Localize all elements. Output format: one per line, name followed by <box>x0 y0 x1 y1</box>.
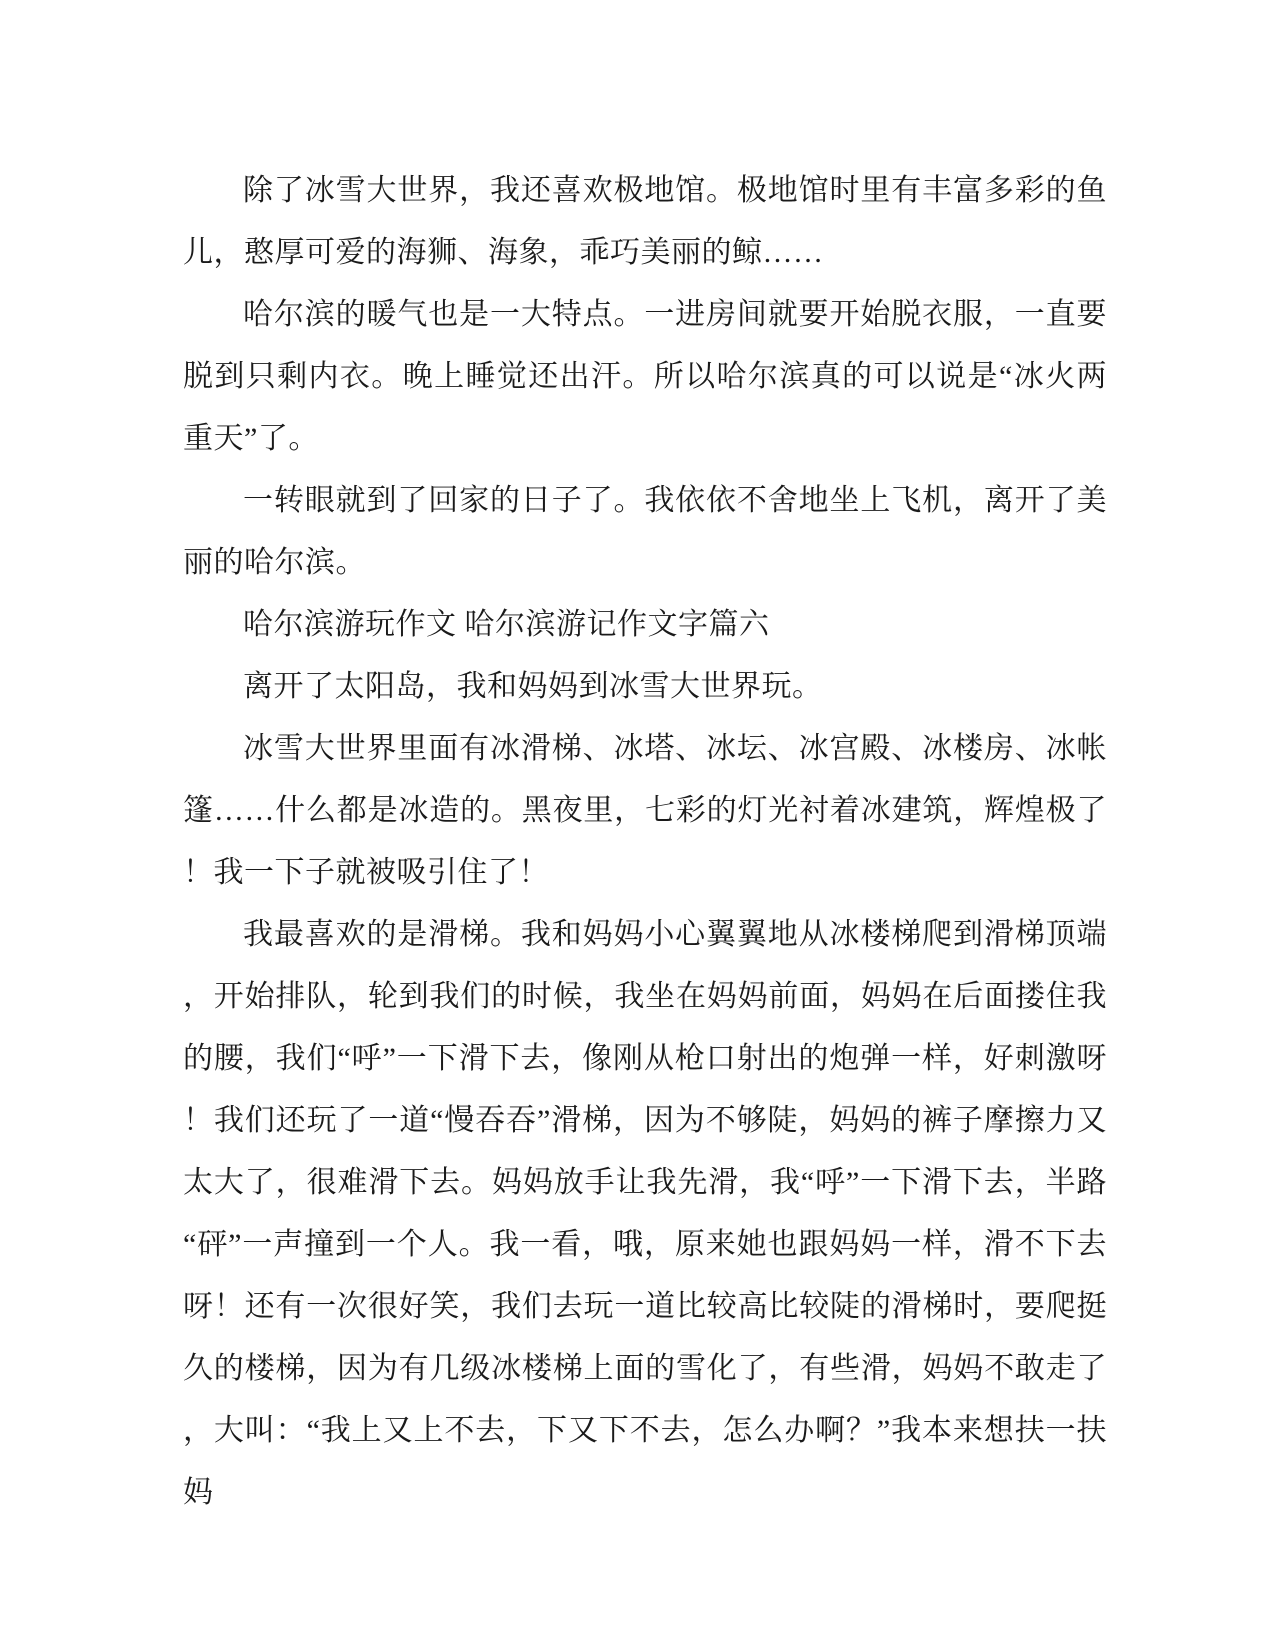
section-heading-essay-six: 哈尔滨游玩作文 哈尔滨游记作文字篇六 <box>243 608 770 641</box>
paragraph-leaving-sun-island: 离开了太阳岛，我和妈妈到冰雪大世界玩。 <box>243 670 823 703</box>
paragraph-ice-slide-story: 我最喜欢的是滑梯。我和妈妈小心翼翼地从冰楼梯爬到滑梯顶端，开始排队，轮到我们的时候，我坐在妈妈前面，妈妈在后面搂住我的腰，我们“呼”一下滑下去，像刚从枪口射出的炮弹一样，好刺激呀！我们还玩了一道“慢吞吞”滑梯，因为不够陡，妈妈的裤子摩擦力又太大了，很难滑下去。妈妈放手让我先滑，我“呼”一下滑下去，半路“砰”一声撞到一个人。我一看，哦，原来她也跟妈妈一样，滑不下去呀！还有一次很好笑，我们去玩一道比较高比较陡的滑梯时，要爬挺久的楼梯，因为有几级冰楼梯上面的雪化了，有些滑，妈妈不敢走了，大叫：“我上又上不去，下又下不去，怎么办啊？”我本来想扶一扶妈 <box>183 918 1107 1509</box>
paragraph-heating: 哈尔滨的暖气也是一大特点。一进房间就要开始脱衣服，一直要脱到只剩内衣。晚上睡觉还出汗。所以哈尔滨真的可以说是“冰火两重天”了。 <box>183 298 1107 455</box>
paragraph-ice-world-description: 冰雪大世界里面有冰滑梯、冰塔、冰坛、冰宫殿、冰楼房、冰帐篷……什么都是冰造的。黑夜里，七彩的灯光衬着冰建筑，辉煌极了！我一下子就被吸引住了！ <box>183 732 1107 889</box>
document-body-text <box>183 160 1107 1524</box>
paragraph-going-home: 一转眼就到了回家的日子了。我依依不舍地坐上飞机，离开了美丽的哈尔滨。 <box>183 484 1107 579</box>
paragraph-polar-museum: 除了冰雪大世界，我还喜欢极地馆。极地馆时里有丰富多彩的鱼儿，憨厚可爱的海狮、海象，乖巧美丽的鲸…… <box>183 174 1107 269</box>
